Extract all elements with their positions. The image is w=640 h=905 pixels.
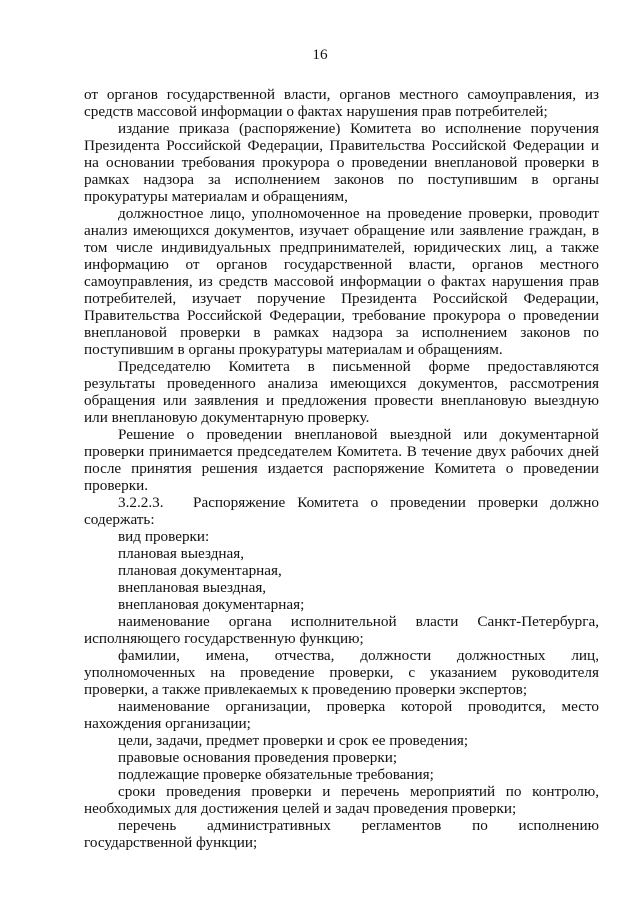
list-item-requirements: подлежащие проверке обязательные требования;: [118, 766, 434, 783]
list-item-officials: фамилии, имена, отчества, должности должностных лиц, уполномоченных на проведение проверки, с указанием руководителя проверки, а также привлекаемых к проведению проверки экспертов;: [84, 647, 599, 698]
paragraph-official-analysis: должностное лицо, уполномоченное на проведение проверки, проводит анализ имеющихся документов, изучает обращение или заявление граждан, в том числе индивидуальных предпринимателей, юридических лиц, а также информацию от органов государственной власти, органов местного самоуправления, из средств массовой информации о фактах нарушения прав потребителей, изучает поручение Президента Российской Федерации, Правительства Российской Федерации, требование прокурора о проведении внеплановой проверки в рамках надзора за исполнением законов по поступившим в органы прокуратуры материалам и обращениям.: [84, 205, 599, 358]
paragraph-chairman-report: Председателю Комитета в письменной форме предоставляются результаты проведенного анализа имеющихся документов, рассмотрения обращения или заявления и предложения провести внеплановую выездную или внеплановую документарную проверку.: [84, 358, 599, 426]
paragraph-order-issuance: издание приказа (распоряжение) Комитета во исполнение поручения Президента Российской Федерации, Правительства Российской Федерации и на основании требования прокурора о проведении внеплановой проверки в рамках надзора за исполнением законов по поступившим в органы прокуратуры материалам и обращениям,: [84, 120, 599, 205]
list-item-organization: наименование организации, проверка которой проводится, место нахождения организации;: [84, 698, 599, 732]
document-body: [84, 86, 599, 851]
list-item-terms-and-measures: сроки проведения проверки и перечень мероприятий по контролю, необходимых для достижения целей и задач проведения проверки;: [84, 783, 599, 817]
list-item-goals: цели, задачи, предмет проверки и срок ее проведения;: [118, 732, 469, 749]
list-item-authority-name: наименование органа исполнительной власти Санкт-Петербурга, исполняющего государственную функцию;: [84, 613, 599, 647]
list-item-check-type-option: внеплановая документарная;: [118, 596, 305, 613]
list-item-check-type-option: плановая выездная,: [118, 545, 245, 562]
paragraph-sources-continuation: от органов государственной власти, органов местного самоуправления, из средств массовой информации о фактах нарушения прав потребителей;: [84, 86, 599, 120]
page-number: 16: [312, 46, 328, 63]
list-item-regulations: перечень административных регламентов по исполнению государственной функции;: [84, 817, 599, 851]
clause-continuation: содержать:: [84, 511, 155, 528]
paragraph-decision: Решение о проведении внеплановой выездной или документарной проверки принимается председателем Комитета. В течение двух рабочих дней после принятия решения издается распоряжение Комитета о проведении проверки.: [84, 426, 599, 494]
list-item-check-type: вид проверки:: [118, 528, 210, 545]
list-item-check-type-option: плановая документарная,: [118, 562, 282, 579]
list-item-check-type-option: внеплановая выездная,: [118, 579, 267, 596]
clause-3-2-2-3: [84, 494, 599, 511]
clause-text: Распоряжение Комитета о проведении проверки должно: [193, 494, 599, 511]
clause-number: 3.2.2.3.: [118, 494, 164, 511]
list-item-legal-grounds: правовые основания проведения проверки;: [118, 749, 398, 766]
